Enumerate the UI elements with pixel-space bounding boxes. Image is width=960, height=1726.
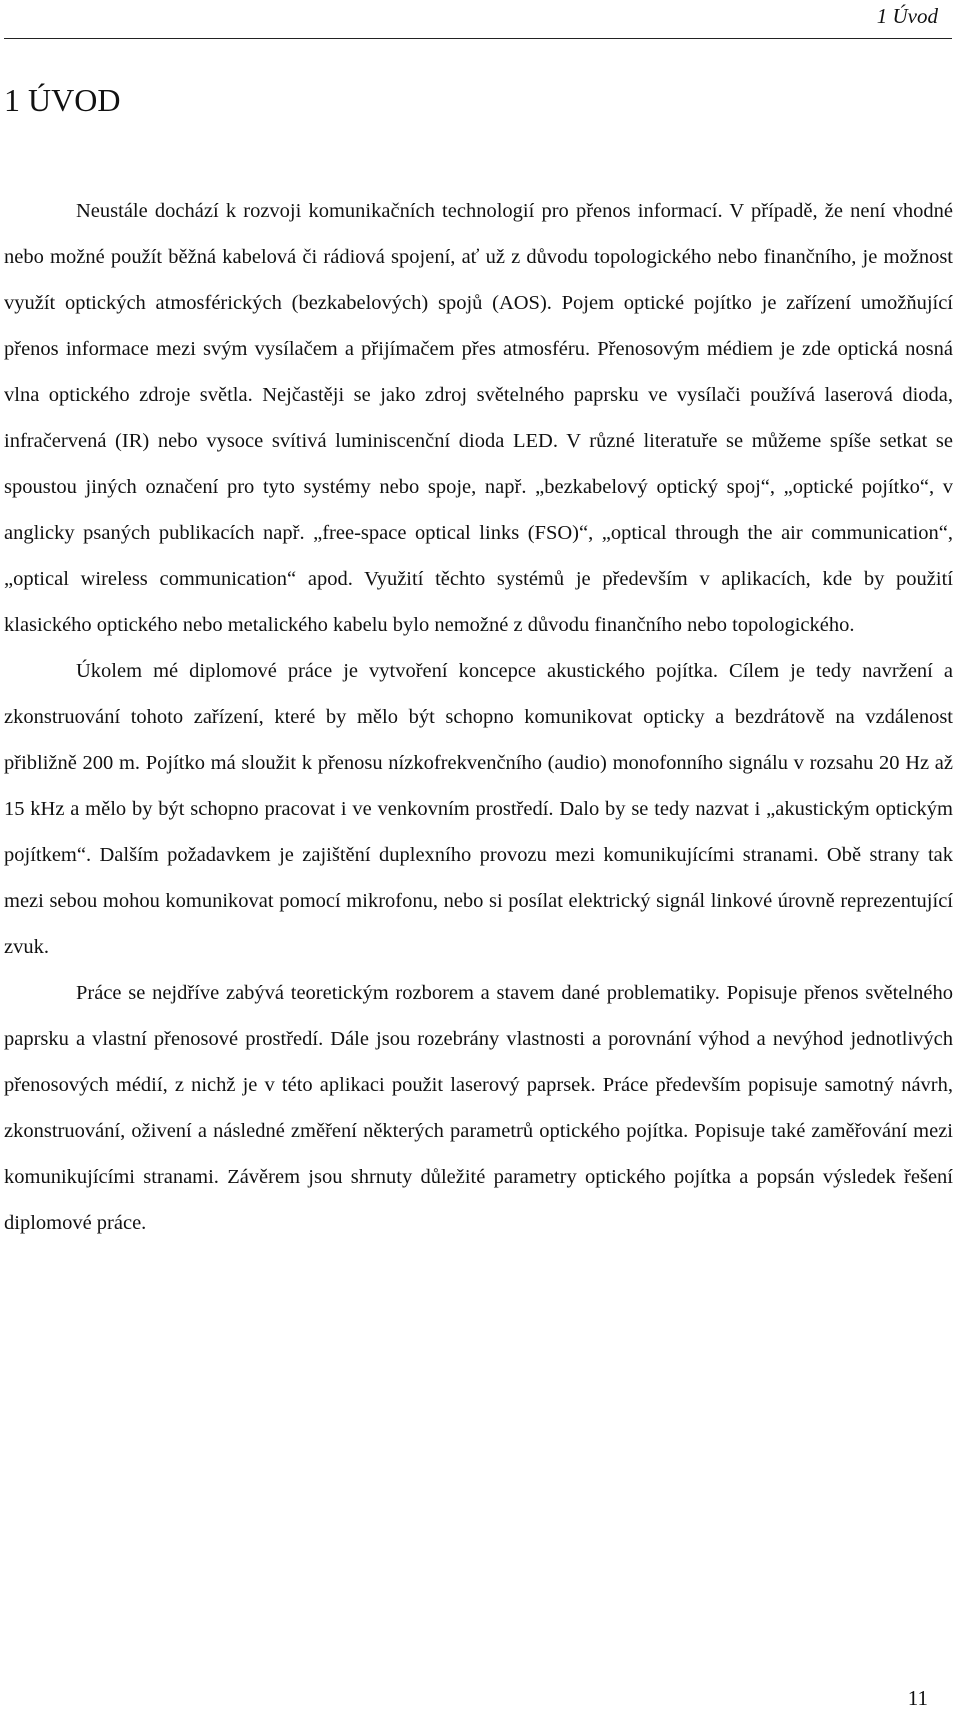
running-header: 1 Úvod [876,4,938,28]
paragraph-intro: Neustále dochází k rozvoji komunikačních technologií pro přenos informací. V případě, že není vhodné nebo možné použít běžná kabelová či rádiová spojení, ať už z důvodu topologického nebo finančního, je možnost využít optických atmosférických (bezkabelových) spojů (AOS). Pojem optické pojítko je zařízení umožňující přenos informace mezi svým vysílačem a přijímačem přes atmosféru. Přenosovým médiem je zde optická nosná vlna optického zdroje světla. Nejčastěji se jako zdroj světelného paprsku ve vysílači používá laserová dioda, infračervená (IR) nebo vysoce svítivá luminiscenční dioda LED. V různé literatuře se můžeme spíše setkat se spoustou jiných označení pro tyto systémy nebo spoje, např. „bezkabelový optický spoj“, „optické pojítko“, v anglicky psaných publikacích např. „free-space optical links (FSO)“, „optical through the air communication“, „optical wireless communication“ apod. Využití těchto systémů je především v aplikacích, kde by použití klasického optického nebo metalického kabelu bylo nemožné z důvodu finančního nebo topologického. [4,200,953,636]
chapter-title: 1 ÚVOD [4,82,121,118]
body-text [4,188,953,1246]
header-rule [4,38,952,39]
paragraph-goal: Úkolem mé diplomové práce je vytvoření koncepce akustického pojítka. Cílem je tedy navržení a zkonstruování tohoto zařízení, které by mělo být schopno komunikovat opticky a bezdrátově na vzdálenost přibližně 200 m. Pojítko má sloužit k přenosu nízkofrekvenčního (audio) monofonního signálu v rozsahu 20 Hz až 15 kHz a mělo by být schopno pracovat i ve venkovním prostředí. Dalo by se tedy nazvat i „akustickým optickým pojítkem“. Dalším požadavkem je zajištění duplexního provozu mezi komunikujícími stranami. Obě strany tak mezi sebou mohou komunikovat pomocí mikrofonu, nebo si posílat elektrický signál linkové úrovně reprezentující zvuk. [4,660,953,958]
page-number: 11 [907,1686,928,1710]
paragraph-structure: Práce se nejdříve zabývá teoretickým rozborem a stavem dané problematiky. Popisuje přenos světelného paprsku a vlastní přenosové prostředí. Dále jsou rozebrány vlastnosti a porovnání výhod a nevýhod jednotlivých přenosových médií, z nichž je v této aplikaci použit laserový paprsek. Práce především popisuje samotný návrh, zkonstruování, oživení a následné změření některých parametrů optického pojítka. Popisuje také zaměřování mezi komunikujícími stranami. Závěrem jsou shrnuty důležité parametry optického pojítka a popsán výsledek řešení diplomové práce. [4,982,953,1234]
